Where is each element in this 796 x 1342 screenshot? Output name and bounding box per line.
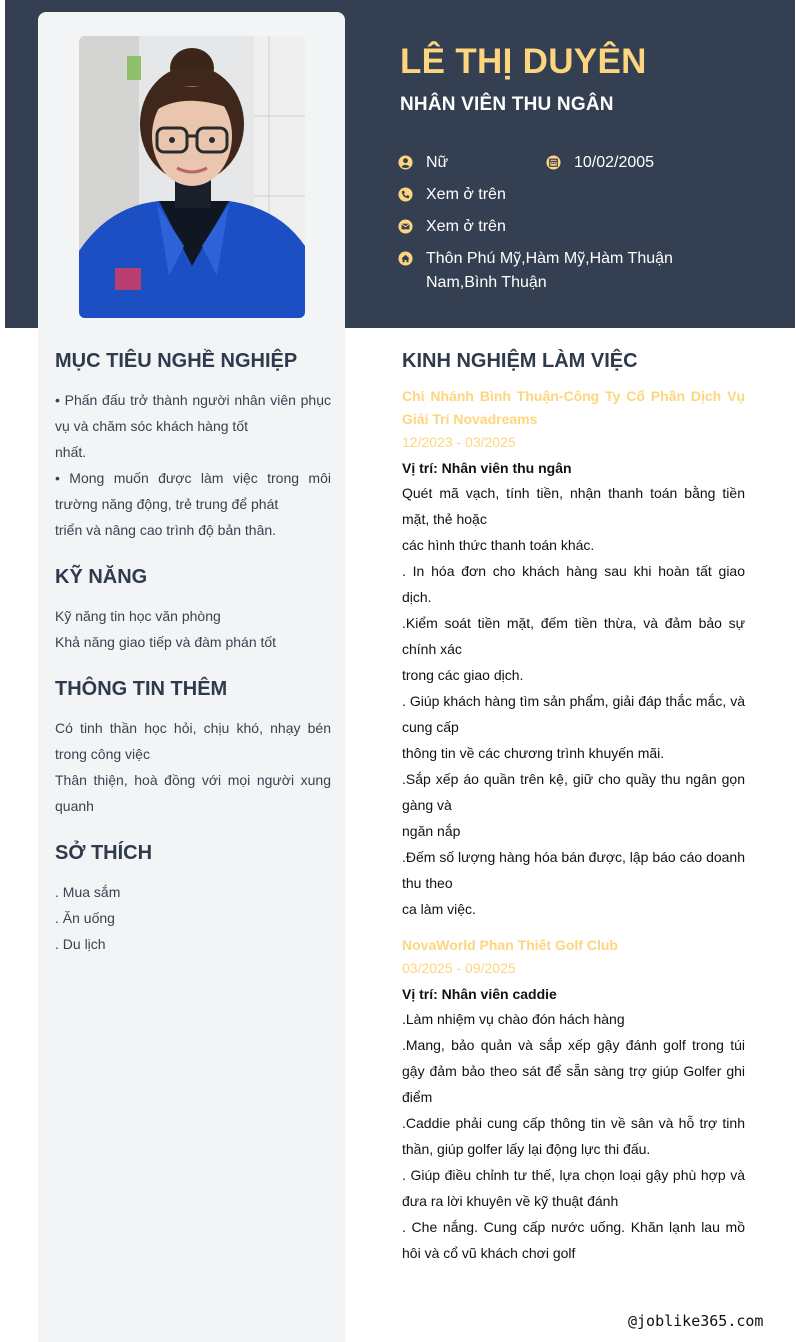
- profile-photo: [79, 36, 305, 318]
- job-desc-line: .Caddie phải cung cấp thông tin về sân và hỗ trợ tinh thần, giúp golfer lấy lại động lực thi đấu.: [402, 1115, 745, 1157]
- phone-icon: [398, 187, 413, 202]
- objective-line: • Phấn đấu trở thành người nhân viên phục vụ và chăm sóc khách hàng tốt: [55, 392, 331, 434]
- job-desc-line: Quét mã vạch, tính tiền, nhận thanh toán bằng tiền mặt, thẻ hoặc: [402, 485, 745, 527]
- hobby-item: . Mua sắm: [55, 884, 121, 900]
- hobby-item: . Du lịch: [55, 936, 106, 952]
- job-desc-line: .Làm nhiệm vụ chào đón hách hàng: [402, 1011, 625, 1027]
- job-position: Vị trí: Nhân viên thu ngân: [402, 460, 572, 476]
- job-desc-line: . Giúp khách hàng tìm sản phẩm, giải đáp thắc mắc, và cung cấp: [402, 693, 745, 735]
- job-period: 03/2025 - 09/2025: [402, 960, 516, 976]
- extra-info-item: Thân thiện, hoà đồng với mọi người xung quanh: [55, 772, 331, 814]
- job-desc-line: . In hóa đơn cho khách hàng sau khi hoàn tất giao dịch.: [402, 563, 745, 605]
- job-desc-line: . Che nắng. Cung cấp nước uống. Khăn lạnh lau mồ hôi và cổ vũ khách chơi golf: [402, 1219, 745, 1261]
- skill-item: Khả năng giao tiếp và đàm phán tốt: [55, 634, 277, 650]
- job-desc-line: .Sắp xếp áo quần trên kệ, giữ cho quầy thu ngân gọn gàng và: [402, 771, 745, 813]
- job-desc-line: .Đếm số lượng hàng hóa bán được, lập báo cáo doanh thu theo: [402, 849, 745, 891]
- address-value: Thôn Phú Mỹ,Hàm Mỹ,Hàm Thuận Nam,Bình Thuận: [426, 250, 673, 291]
- objective-line: nhất.: [55, 444, 87, 460]
- section-experience: [402, 350, 745, 1278]
- section-skills: [55, 566, 331, 655]
- job-entry: [402, 385, 745, 922]
- job-desc-line: .Mang, bảo quản và sắp xếp gậy đánh golf trong túi gậy đảm bảo theo sát để sẵn sàng trợ giúp Golfer ghi điểm: [402, 1037, 745, 1105]
- section-hobbies: [55, 842, 331, 957]
- objective-line: triển và nâng cao trình độ bản thân.: [55, 522, 277, 538]
- job-desc-line: ca làm việc.: [402, 901, 476, 917]
- info-phone: [398, 183, 506, 207]
- job-desc-line: thông tin về các chương trình khuyến mãi.: [402, 745, 665, 761]
- section-extra-info: [55, 678, 331, 819]
- objective-line: • Mong muốn được làm việc trong môi trường năng động, trẻ trung để phát: [55, 470, 331, 512]
- job-desc-line: trong các giao dịch.: [402, 667, 524, 683]
- info-address: [398, 247, 748, 295]
- skills-heading: KỸ NĂNG: [55, 566, 148, 588]
- hobbies-heading: SỞ THÍCH: [55, 842, 153, 864]
- job-desc-line: các hình thức thanh toán khác.: [402, 537, 595, 553]
- envelope-icon: [398, 219, 413, 234]
- skill-item: Kỹ năng tin học văn phòng: [55, 608, 221, 624]
- objective-heading: MỤC TIÊU NGHỀ NGHIỆP: [55, 350, 298, 372]
- job-company: NovaWorld Phan Thiết Golf Club: [402, 937, 618, 953]
- extra-info-item: Có tinh thần học hỏi, chịu khó, nhạy bén trong công việc: [55, 720, 331, 762]
- experience-heading: KINH NGHIỆM LÀM VIỆC: [402, 350, 638, 372]
- phone-value: Xem ở trên: [426, 186, 506, 203]
- info-birthdate: [546, 151, 654, 175]
- home-icon: [398, 251, 413, 266]
- job-desc-line: .Kiểm soát tiền mặt, đếm tiền thừa, và đảm bảo sự chính xác: [402, 615, 745, 657]
- job-title: NHÂN VIÊN THU NGÂN: [400, 94, 614, 115]
- email-value: Xem ở trên: [426, 218, 506, 235]
- job-position: Vị trí: Nhân viên caddie: [402, 986, 557, 1002]
- job-desc-line: ngăn nắp: [402, 823, 461, 839]
- birthdate-value: 10/02/2005: [574, 154, 655, 171]
- user-circle-icon: [398, 155, 413, 170]
- job-desc-line: . Giúp điều chỉnh tư thế, lựa chọn loại gậy phù hợp và đưa ra lời khuyên về kỹ thuật đánh: [402, 1167, 745, 1209]
- hobby-item: . Ăn uống: [55, 910, 115, 926]
- info-gender: [398, 151, 448, 175]
- extra-info-heading: THÔNG TIN THÊM: [55, 678, 228, 700]
- info-email: [398, 215, 506, 239]
- job-entry: [402, 934, 745, 1266]
- job-period: 12/2023 - 03/2025: [402, 434, 516, 450]
- site-watermark: @joblike365.com: [628, 1312, 764, 1330]
- candidate-name: LÊ THỊ DUYÊN: [400, 42, 647, 81]
- section-objective: [55, 350, 331, 543]
- job-company: Chi Nhánh Bình Thuận-Công Ty Cổ Phần Dịch Vụ Giải Trí Novadreams: [402, 388, 745, 427]
- calendar-icon: [546, 155, 561, 170]
- gender-value: Nữ: [426, 154, 449, 171]
